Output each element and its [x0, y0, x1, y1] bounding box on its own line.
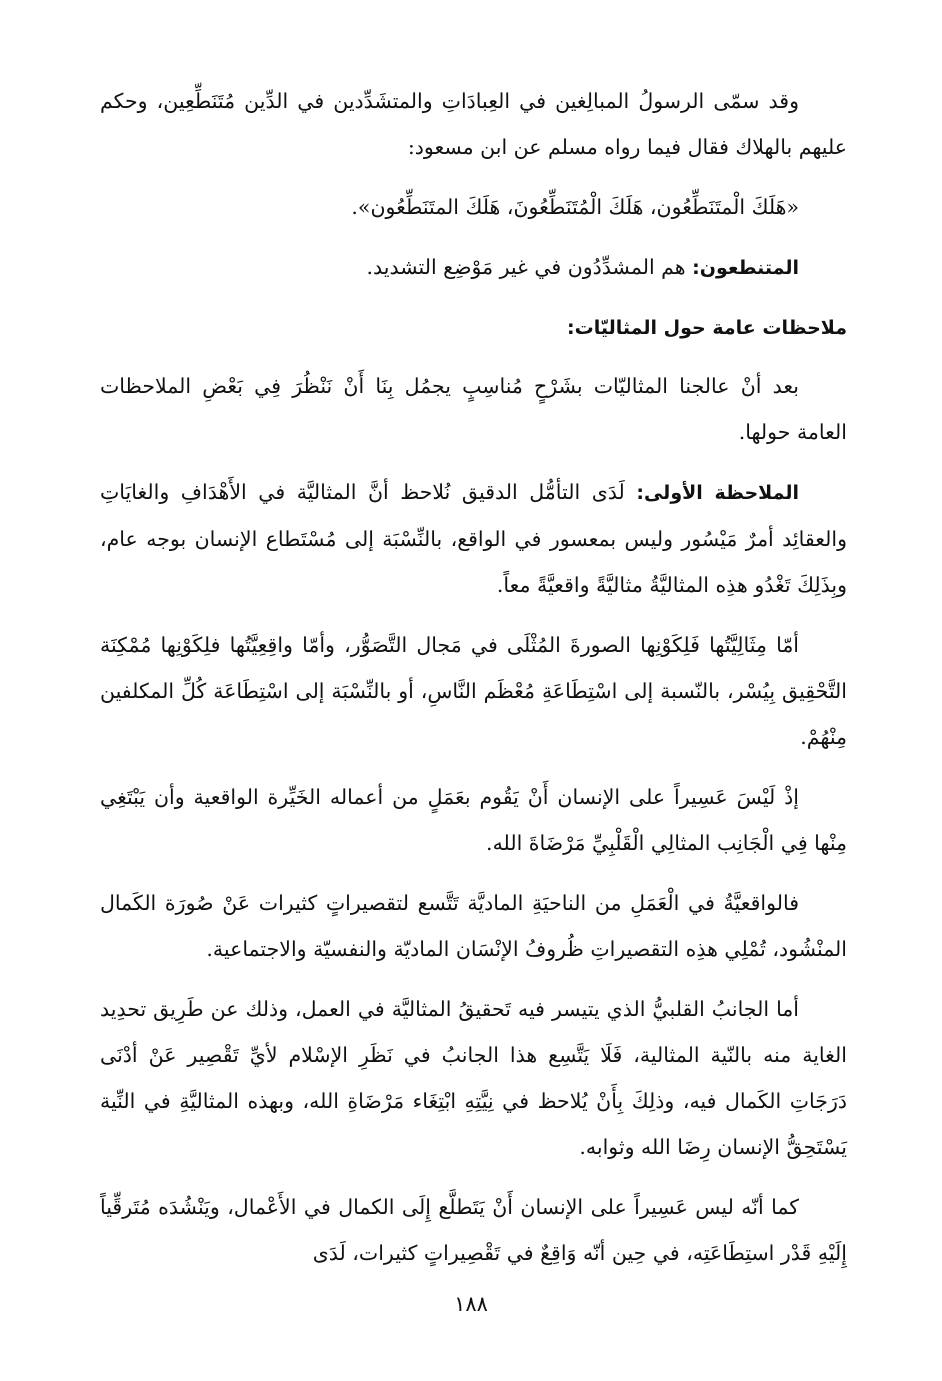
paragraph-6: أما الجانبُ القلبيُّ الذي يتيسر فيه تَحقيقُ المثاليَّة في العمل، وذلك عن طَرِيق تحدِيد الغاية منه بالنّية المثالية، فَلَا يَتَّسِع هذا الجانبُ في نَظَرِ الإسْلام لأيِّ تَقْصِير عَنْ أدْنَى دَرَجَاتِ الكَمال فيه، وذلِكَ بِأَنْ يُلاحظ في نِيَّتِهِ ابْتِغَاء مَرْضَاةِ الله، وبهذه المثاليَّةِ في النِّية يَسْتَحِقُّ الإنسان رِضَا الله وثوابه.	[100, 997, 847, 1159]
body-text	[100, 78, 847, 1290]
paragraph-3: أمّا مِثَالِيَّتُها فَلِكَوْنِها الصورةَ المُثْلَى في مَجال التَّصَوُّر، وأمّا واقِعِيَّتُها فلِكَوْنِها مُمْكِنَة التَّحْقِيق بِيُسْر، بالنّسبة إلى اسْتِطَاعَةِ مُعْظَم النَّاسِ، أو بالنِّسْبَة إلى اسْتِطَاعَة كُلِّ المكلفين مِنْهُمْ.	[100, 633, 847, 749]
section-heading: ملاحظات عامة حول المثاليّات:	[567, 317, 847, 339]
definition-label: المتنطعون:	[692, 257, 799, 279]
paragraph-intro: وقد سمّى الرسولُ المبالِغين في العِبادَاتِ والمتشَدِّدين في الدِّين مُتَنَطِّعِين، وحكم عليهم بالهلاك فقال فيما رواه مسلم عن ابن مسعود:	[100, 89, 847, 159]
paragraph-5: فالواقعيَّةُ في الْعَمَلِ من الناحيَةِ الماديَّة تَتَّسع لتقصيراتٍ كثيرات عَنْ صُورَة الكَمال المنْشُود، تُمْلِي هذِه التقصيراتِ ظُروفُ الإنْسَان الماديّة والنفسيّة والاجتماعية.	[100, 891, 847, 961]
definition-paragraph	[100, 244, 847, 291]
note-one-label: الملاحظة الأولى:	[636, 482, 799, 504]
paragraph-2: بعد أنْ عالجنا المثاليّات بشَرْحٍ مُناسِبٍ يجمُل بِنَا أَنْ نَنْظُرَ فِي بَعْضِ الملاحظات العامة حولها.	[100, 374, 847, 444]
note-one-text: لَدَى التأمُّل الدقيق نُلاحظ أنَّ المثاليَّة في الأَهْدَافِ والغايَاتِ والعقائِد أمرٌ مَيْسُور وليس بمعسور في الواقع، بالنِّسْبَة إلى مُسْتَطاع الإنسان بوجه عام، وبِذَلِكَ تَغْدُو هذِه المثاليَّةُ مثاليَّةً واقعيَّةً معاً.	[100, 480, 847, 597]
hadith-quote: «هَلَكَ الْمتَنَطِّعُون، هَلَكَ الْمُتَنَطِّعُونَ، هَلَكَ المتَنَطِّعُون».	[351, 195, 799, 219]
page-number: ١٨٨	[454, 1292, 488, 1316]
note-one-paragraph	[100, 469, 847, 608]
paragraph-7: كما أنّه ليس عَسِيراً على الإنسان أَنْ يَتَطلَّع إِلَى الكمال في الأَعْمال، ويَنْشُدَه مُتَرقِّياً إِلَيْهِ قَدْر استِطَاعَتِه، في حِين أنّه وَاقِعٌ في تَقْصِيراتٍ كثيرات، لَدَى	[100, 1195, 847, 1265]
paragraph-4: إذْ لَيْسَ عَسِيراً على الإنسان أَنْ يَقُوم بعَمَلٍ من أعماله الخَيِّرة الواقعية وأن يَبْتَغِي مِنْها فِي الْجَانِب المثالِي الْقَلْبِيِّ مَرْضَاةَ الله.	[100, 785, 847, 855]
definition-text: هم المشدِّدُون في غير مَوْضِع التشديد.	[366, 255, 693, 279]
